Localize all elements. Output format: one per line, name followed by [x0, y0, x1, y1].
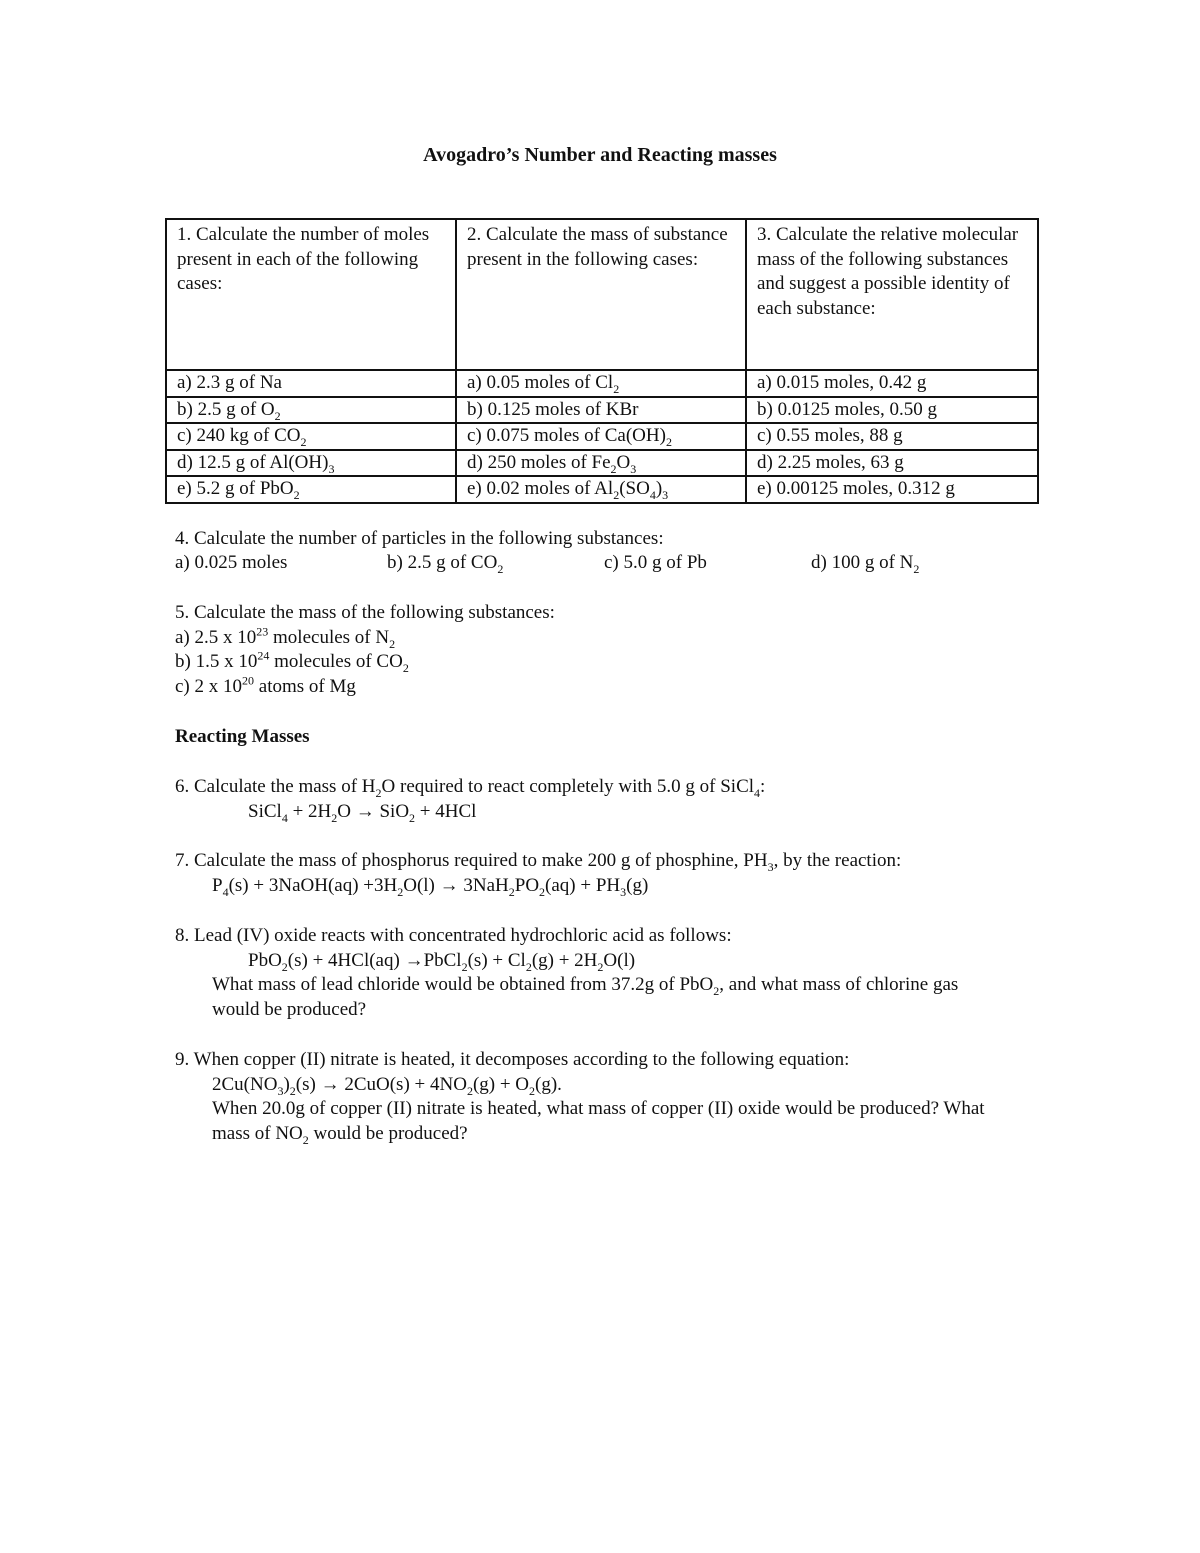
table-cell: a) 2.3 g of Na	[166, 370, 456, 397]
question-4-prompt: 4. Calculate the number of particles in the following substances:	[175, 528, 664, 549]
table-cell: d) 2.25 moles, 63 g	[746, 450, 1038, 477]
table-cell: c) 0.55 moles, 88 g	[746, 423, 1038, 450]
question-6-prompt: 6. Calculate the mass of $H_2O$ required to react completely with 5.0 g of SiCl$_4$:	[175, 776, 766, 800]
question-4-part: b) 2.5 g of $CO_2$	[387, 552, 504, 576]
table-cell: a) 0.05 moles of $Cl_2$	[456, 370, 746, 397]
question-9	[175, 1048, 995, 1147]
question-6	[175, 775, 765, 824]
question-6-equation: SiCl$_4$ + $2H_2O \to SiO_2 + 4HCl$	[248, 800, 477, 825]
question-5-part: c) 2 x $10^{20}$ atoms of Mg	[175, 673, 356, 698]
question-4-parts	[175, 552, 1075, 577]
table-cell: b) 2.5 g of $O_2$	[166, 397, 456, 424]
question-7	[175, 849, 901, 898]
table-cell: e) 0.02 moles of $Al_2(SO_4)_3$	[456, 476, 746, 503]
question-7-prompt: 7. Calculate the mass of phosphorus required to make 200 g of phosphine, $PH_3$, by the reaction:	[175, 850, 902, 874]
question-9-question: When 20.0g of copper (II) nitrate is heated, what mass of copper (II) oxide would be produced? What mass of $NO_2$ would be produced?	[212, 1098, 985, 1147]
question-9-prompt: 9. When copper (II) nitrate is heated, it decomposes according to the following equation:	[175, 1049, 850, 1070]
question-5-part: b) 1.5 x $10^{24}$ molecules of $CO_2$	[175, 649, 409, 676]
table-cell: b) 0.125 moles of KBr	[456, 397, 746, 424]
table-header-cell: 3. Calculate the relative molecular mass of the following substances and suggest a possible identity of each substance:	[746, 219, 1038, 370]
questions-table	[165, 218, 1039, 504]
table-header-cell: 2. Calculate the mass of substance present in the following cases:	[456, 219, 746, 370]
question-7-equation: $P_4(s)$ + 3NaOH(aq) $+3H_2O(l) \to 3NaH_2PO_2(aq) + PH_3(g)$	[212, 874, 649, 899]
table-cell: e) 0.00125 moles, 0.312 g	[746, 476, 1038, 503]
question-4-part: d) 100 g of $N_2$	[811, 552, 920, 576]
question-5-part: a) 2.5 x $10^{23}$ molecules of $N_2$	[175, 624, 396, 651]
question-8-prompt: 8. Lead (IV) oxide reacts with concentrated hydrochloric acid as follows:	[175, 925, 732, 946]
table-cell: b) 0.0125 moles, 0.50 g	[746, 397, 1038, 424]
table-row	[166, 370, 1038, 397]
table-cell: e) 5.2 g of PbO$_2$	[166, 476, 456, 503]
question-8	[175, 924, 995, 1023]
question-4-part: a) 0.025 moles	[175, 552, 288, 573]
question-4-part: c) 5.0 g of Pb	[604, 552, 707, 573]
question-5-prompt: 5. Calculate the mass of the following substances:	[175, 602, 555, 623]
table-cell: a) 0.015 moles, 0.42 g	[746, 370, 1038, 397]
question-8-equation: PbO$_2$(s) + 4HCl(aq) →PbCl$_2$(s) + $Cl_2(g) + 2H_2O(l)$	[248, 949, 636, 974]
table-cell: d) 12.5 g of $Al(OH)_3$	[166, 450, 456, 477]
table-cell: c) 240 kg of $CO_2$	[166, 423, 456, 450]
table-cell: c) 0.075 moles of $Ca(OH)_2$	[456, 423, 746, 450]
table-row	[166, 397, 1038, 424]
table-row	[166, 476, 1038, 503]
table-header-cell: 1. Calculate the number of moles present in each of the following cases:	[166, 219, 456, 370]
table-row	[166, 423, 1038, 450]
reacting-masses-heading: Reacting Masses	[175, 726, 310, 747]
question-9-equation: $2Cu(NO_3)_2(s) \to 2CuO(s) + 4NO_2(g) + O_2(g)$.	[212, 1073, 562, 1098]
table-cell: d) 250 moles of $Fe_2O_3$	[456, 450, 746, 477]
table-row	[166, 450, 1038, 477]
table-header-row	[166, 219, 1038, 370]
question-5	[175, 601, 555, 700]
question-8-question: What mass of lead chloride would be obtained from 37.2g of PbO$_2$, and what mass of chlorine gas would be produced?	[212, 974, 959, 1021]
page-title: Avogadro’s Number and Reacting masses	[423, 144, 777, 166]
